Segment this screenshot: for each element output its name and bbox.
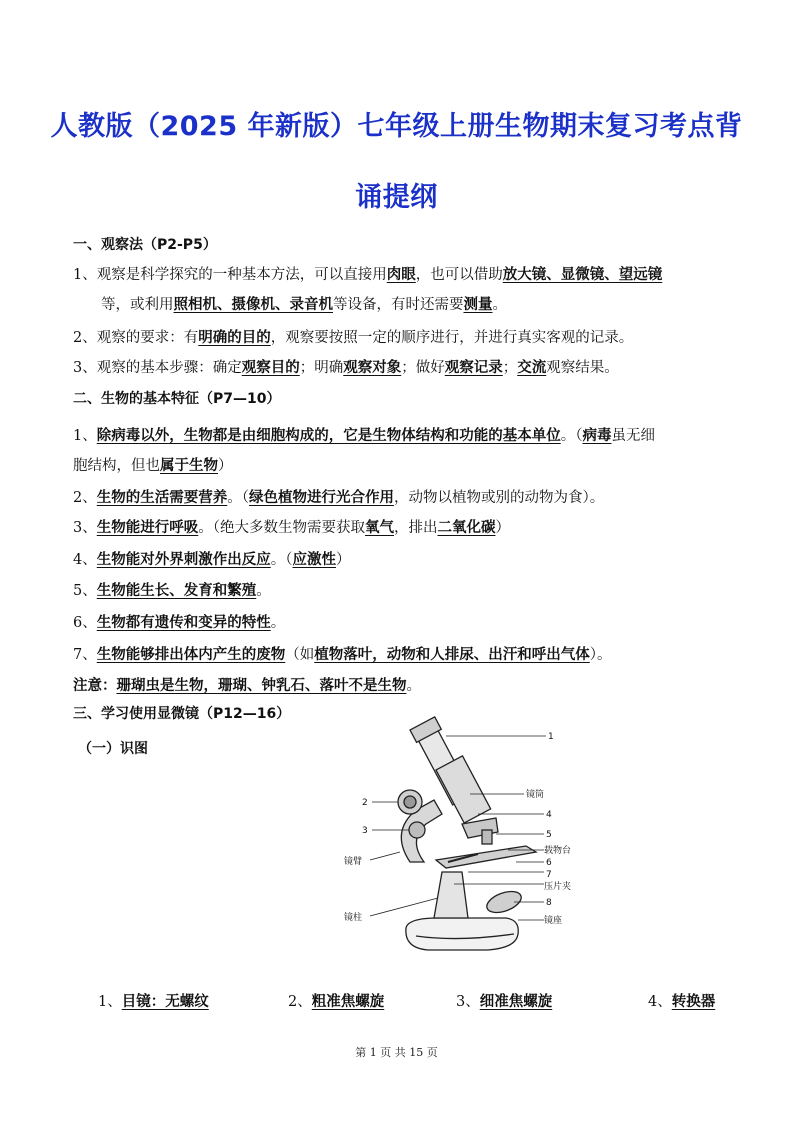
key-term: 生物能够排出体内产生的废物 [96,647,286,663]
microscope-objective [482,830,492,844]
paragraph [73,644,611,666]
key-term: 测量 [463,297,493,313]
label-pillar: 镜柱 [344,913,363,923]
part-item [288,990,384,1011]
paragraph [73,487,604,509]
label-tube: 镜筒 [526,790,545,800]
key-term: 明确的目的 [198,330,271,346]
text: ） [495,520,510,536]
part-number: 4、 [648,994,672,1010]
part-item [456,990,552,1011]
key-term: 生物能生长、发育和繁殖 [96,583,257,599]
part-number: 1、 [98,994,122,1010]
text: 4、 [73,552,97,568]
text: ；做好 [401,360,445,376]
microscope-diagram [338,722,572,958]
part-number: 3、 [456,994,480,1010]
text: 。（绝大多数生物需要获取 [198,520,365,536]
text: ） [335,552,351,568]
part-label: 目镜：无螺纹 [121,994,209,1010]
text: 5、 [73,583,97,599]
paragraph [73,327,633,349]
label-stage: 载物台 [544,846,572,856]
note-label: 注意： [73,678,117,694]
label-6: 6 [546,858,552,868]
microscope-base [406,918,518,950]
document-title-line2: 诵提纲 [355,182,438,213]
label-base: 镜座 [544,916,563,926]
paragraph-cont [101,294,507,316]
key-term: 病毒 [582,428,612,444]
key-term: 生物的生活需要营养 [96,490,228,506]
label-4: 4 [546,810,552,820]
text: ，也可以借助 [415,267,503,283]
key-term: 观察目的 [241,360,300,376]
label-clip: 压片夹 [544,882,572,892]
part-item [648,990,715,1011]
key-term: 二氧化碳 [437,520,496,536]
text: 。（ [270,552,293,568]
text: ；明确 [299,360,344,376]
text: 7、 [73,647,97,663]
page-footer: 第 1 页 共 15 页 [355,1046,438,1059]
microscope-pillar [434,872,468,918]
text: 胞结构，但也 [73,458,160,474]
text: 2、 [73,490,97,506]
key-term: 除病毒以外，生物都是由细胞构成的，它是生物体结构和功能的基本单位 [96,428,561,444]
note [73,675,421,697]
section-heading-characteristics: 二、生物的基本特征（P7—10） [73,391,281,407]
paragraph [73,264,662,286]
text: 等，或利用 [101,297,174,313]
key-term: 绿色植物进行光合作用 [248,490,394,506]
paragraph [73,580,271,602]
text: 2、观察的要求：有 [73,330,199,346]
section-heading-observation: 一、观察法（P2-P5） [73,237,217,253]
text: 。 [270,615,286,631]
microscope-stage [436,846,536,868]
part-label: 细准焦螺旋 [479,994,553,1010]
label-arm: 镜臂 [344,857,363,867]
paragraph [73,425,655,447]
key-term: 植物落叶，动物和人排尿、出汗和呼出气体 [314,647,590,663]
key-term: 照相机、摄像机、录音机 [173,297,333,313]
key-term: 珊瑚虫是生物，珊瑚、钟乳石、落叶不是生物 [116,678,407,694]
text: 3、观察的基本步骤：确定 [73,360,242,376]
text: 。 [406,678,421,694]
text: ； [502,360,518,376]
key-term: 肉眼 [386,267,416,283]
text: 1、观察是科学探究的一种基本方法，可以直接用 [73,267,387,283]
subsection-heading: （一）识图 [78,741,148,757]
key-term: 生物能对外界刺激作出反应 [96,552,271,568]
text: 。 [492,297,507,313]
text: 。（ [227,490,249,506]
key-term: 应激性 [292,552,336,568]
text: （如 [285,647,315,663]
paragraph-cont [73,455,233,477]
key-term: 生物能进行呼吸 [96,520,199,536]
section-heading-microscope: 三、学习使用显微镜（P12—16） [73,706,291,722]
key-term: 观察对象 [343,360,402,376]
text: ） [218,458,233,474]
key-term: 观察记录 [444,360,503,376]
text: 。（ [560,428,583,444]
text: 虽无细 [611,428,655,444]
key-term: 氧气 [364,520,394,536]
text: ）。 [589,647,612,663]
label-2: 2 [362,798,368,808]
label-3: 3 [362,826,368,836]
part-label: 转换器 [671,994,716,1010]
document-title-line1: 人教版（2025 年新版）七年级上册生物期末复习考点背 [50,111,743,142]
part-item [98,990,209,1011]
text: 。 [256,583,271,599]
paragraph [73,612,285,634]
paragraph [73,549,350,571]
label-7: 7 [546,870,552,880]
paragraph [73,357,619,379]
label-5: 5 [546,830,552,840]
text: 等设备，有时还需要 [333,297,464,313]
key-term: 交流 [517,360,547,376]
key-term: 生物都有遗传和变异的特性 [96,615,271,631]
text: 6、 [73,615,97,631]
key-term: 属于生物 [160,458,218,474]
key-term: 放大镜、显微镜、望远镜 [502,267,663,283]
part-number: 2、 [288,994,312,1010]
text: ，动物以植物或别的动物为食）。 [393,490,605,506]
part-label: 粗准焦螺旋 [311,994,385,1010]
label-8: 8 [546,898,552,908]
fine-focus-knob [409,822,425,838]
text: 1、 [73,428,97,444]
text: 观察结果。 [546,360,619,376]
label-1: 1 [548,732,554,742]
text: ，排出 [393,520,438,536]
paragraph [73,517,510,539]
text: 3、 [73,520,97,536]
text: ，观察要按照一定的顺序进行，并进行真实客观的记录。 [270,330,634,346]
